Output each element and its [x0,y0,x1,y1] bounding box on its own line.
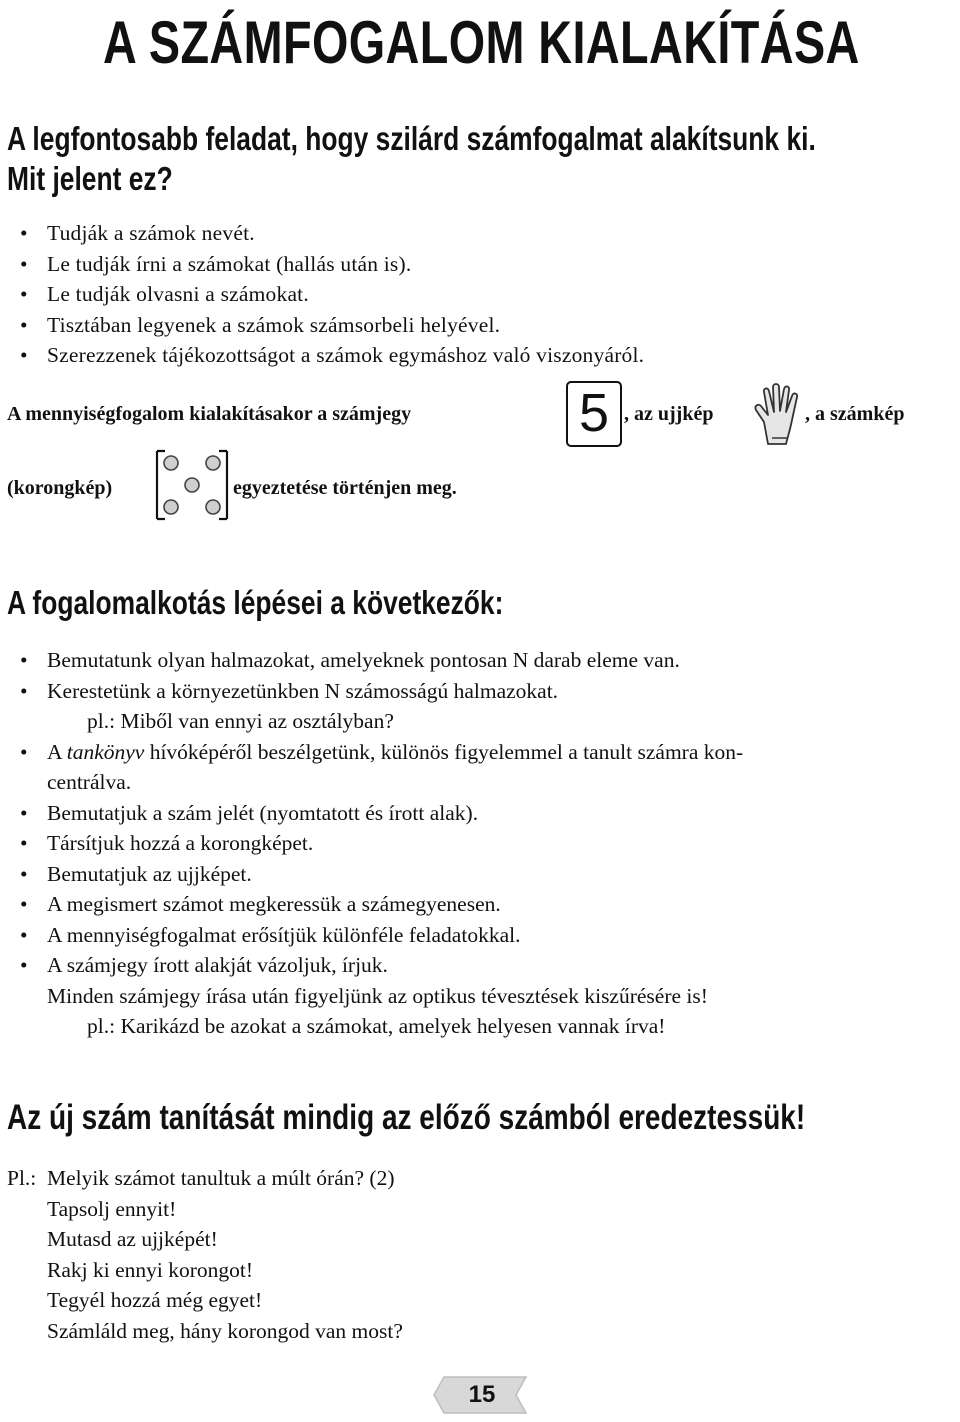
list-item: • Le tudják írni a számokat (hallás után is). [20,249,644,280]
section2-heading: A fogalomalkotás lépései a következők: [7,584,504,621]
bullet-icon: • [20,739,28,764]
page-number-badge [430,1373,534,1417]
example-line: Tapsolj ennyit! [47,1196,177,1221]
bullet-icon: • [20,251,28,276]
concept-text-2: , az ujjkép [624,403,714,425]
list-item: • Tudják a számok nevét. [20,218,644,249]
list-item: centrálva. [47,770,132,794]
bullet-icon: • [20,648,28,672]
list-item: • Le tudják olvasni a számokat. [20,279,644,310]
example-block [7,1163,403,1346]
list-item: Minden számjegy írása után figyeljünk az optikus tévesztések kiszűrésére is! [47,983,708,1008]
list-item: • A megismert számot megkeressük a számegyenesen. [20,889,743,920]
bullet-icon: • [20,892,28,916]
list-item: • A tankönyv hívóképéről beszélgetünk, különös figyelemmel a tanult számra kon- [20,737,743,768]
list-item: • A számjegy írott alakját vázoljuk, írjuk. [20,950,743,981]
bullet-icon: • [20,831,28,855]
bullet-icon: • [20,343,28,367]
section1-bullet-list [20,218,644,371]
bullet-icon: • [20,800,28,825]
bullet-icon: • [20,953,28,977]
example-line: Rakj ki ennyi korongot! [47,1257,254,1282]
list-item: • Tisztában legyenek a számok számsorbeli helyével. [20,310,644,341]
concept-text-1: A mennyiségfogalom kialakításakor a számjegy [7,403,412,425]
digit-five-icon: 5 [566,381,622,447]
list-item: • A mennyiségfogalmat erősítjük különféle feladatokkal. [20,920,743,951]
example-line: Mutasd az ujjképét! [47,1227,218,1251]
concept-text-3: , a számkép [805,403,905,425]
bullet-icon: • [20,221,28,245]
list-item: • Bemutatjuk a szám jelét (nyomtatott és írott alak). [20,798,743,829]
page-title: A SZÁMFOGALOM KIALAKÍTÁSA [103,9,860,76]
bullet-icon: • [20,312,28,337]
hand-icon [752,382,806,448]
bullet-icon: • [20,282,28,306]
section3-heading: Az új szám tanítását mindig az előző számból eredeztessük! [7,1098,806,1137]
bullet-icon: • [20,678,28,703]
list-item: pl.: Miből van ennyi az osztályban? [87,709,394,733]
page-number: 15 [468,1381,496,1408]
list-item: • Szerezzenek tájékozottságot a számok egymáshoz való viszonyáról. [20,340,644,371]
bullet-icon: • [20,861,28,886]
section1-heading-line1: A legfontosabb feladat, hogy szilárd számfogalmat alakítsunk ki. [7,120,816,157]
section2-step-list [20,645,743,1042]
section1-heading-line2: Mit jelent ez? [7,160,173,197]
concept-text-4: (korongkép) [7,477,113,499]
example-line: Pl.: Melyik számot tanultuk a múlt órán? (2) [7,1163,403,1194]
example-line: Tegyél hozzá még egyet! [47,1288,263,1312]
bullet-icon: • [20,922,28,947]
dice-five-icon [155,449,229,521]
list-item: pl.: Karikázd be azokat a számokat, amelyek helyesen vannak írva! [87,1014,666,1038]
list-item: • Bemutatunk olyan halmazokat, amelyeknek pontosan N darab eleme van. [20,645,743,676]
list-item: • Kerestetünk a környezetünkben N számosságú halmazokat. [20,676,743,707]
list-item: • Társítjuk hozzá a korongképet. [20,828,743,859]
example-label: Pl.: [7,1166,37,1190]
list-item: • Bemutatjuk az ujjképet. [20,859,743,890]
concept-text-5: egyeztetése történjen meg. [233,477,457,499]
example-line: Számláld meg, hány korongod van most? [47,1318,403,1343]
